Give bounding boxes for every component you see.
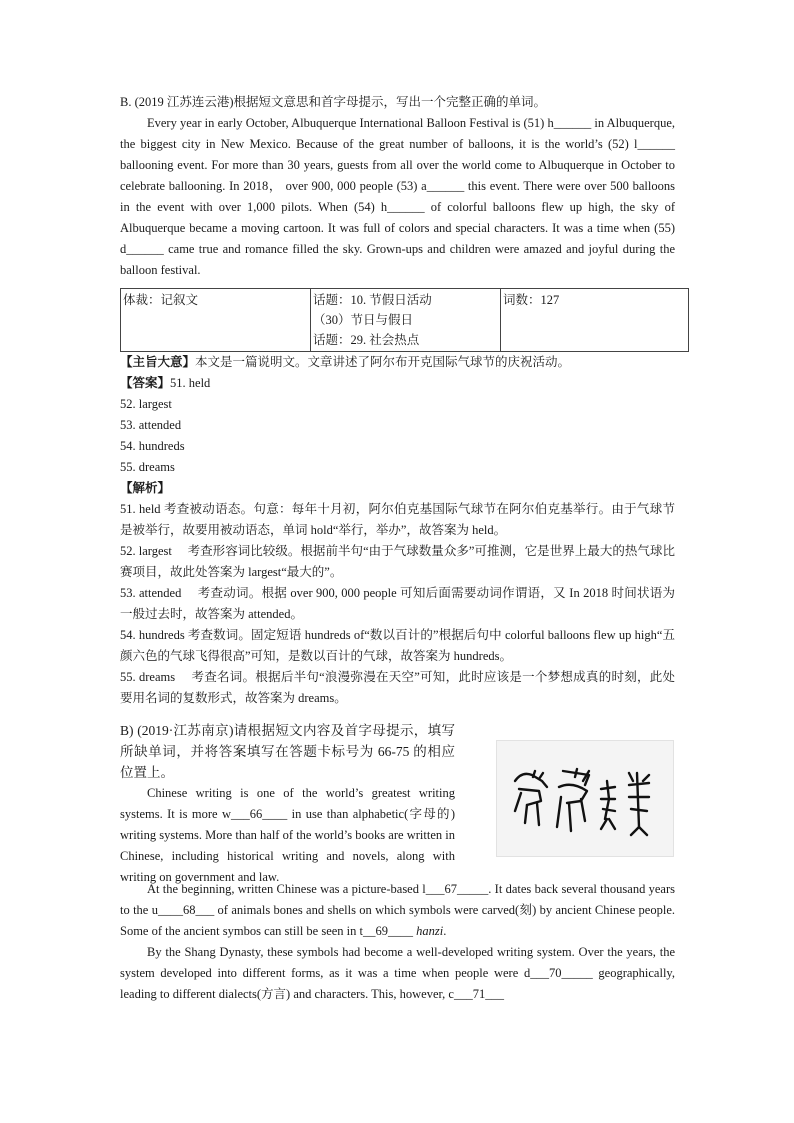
passage-b2-para2 bbox=[120, 879, 675, 942]
answer-item: 52. largest bbox=[120, 397, 172, 411]
oracle-bone-characters-image bbox=[496, 740, 674, 857]
passage-b1-heading: B. (2019 江苏连云港)根据短文意思和首字母提示，写出一个完整正确的单词。 bbox=[120, 95, 547, 109]
analysis-item: 54. hundreds 考查数词。固定短语 hundreds of“数以百计的”根据后句中 colorful balloons flew up high“五颜六色的气球飞得很高”可知，是数以百计的气球，故答案为 hundreds。 bbox=[120, 628, 675, 663]
analysis-item: 55. dreams 考查名词。根据后半句“浪漫弥漫在天空”可知，此时应该是一个梦想成真的时刻，此处要用名词的复数形式，故答案为 dreams。 bbox=[120, 670, 675, 705]
passage-b2-continued bbox=[120, 879, 675, 1005]
passage-b2-para3: By the Shang Dynasty, these symbols had become a well-developed writing system. Over the years, the system developed into different forms, as it was a time when people were d___70_____ geographically, leading to different dialects(方言) and characters. This, however, c___71___ bbox=[120, 945, 675, 1001]
analysis-item: 52. largest 考查形容词比较级。根据前半句“由于气球数量众多”可推测，它是世界上最大的热气球比赛项目，故此处答案为 largest“最大的”。 bbox=[120, 544, 675, 579]
oracle-bone-glyphs-icon bbox=[497, 741, 673, 856]
genre-cell bbox=[121, 289, 311, 352]
analysis-item: 51. held 考查被动语态。句意：每年十月初，阿尔伯克基国际气球节在阿尔伯克基举行。由于气球节是被举行，故要用被动语态，单词 hold“举行，举办”，故答案为 held。 bbox=[120, 502, 675, 537]
para2-text: At the beginning, written Chinese was a picture-based l___67_____. It dates back several thousand years to the u____68___ of animals bones and shells on which symbols were carved(刻) by ancient Chinese people. Some of the ancient symbos can still be seen in t__69____ bbox=[120, 882, 675, 938]
summary-label: 【主旨大意】 bbox=[120, 355, 196, 369]
summary-text: 本文是一篇说明文。文章讲述了阿尔布开克国际气球节的庆祝活动。 bbox=[195, 355, 571, 369]
answer-item: 51. held bbox=[170, 376, 211, 390]
answer-item: 54. hundreds bbox=[120, 439, 185, 453]
passage-b2-para1: Chinese writing is one of the world’s greatest writing systems. It is more w___66____ in use than alphabetic(字母的) writing systems. More than half of the world’s books are written in Chinese, including historical writing and novels, along with writing on government and law. bbox=[120, 786, 455, 884]
answer-item: 55. dreams bbox=[120, 460, 175, 474]
document-page bbox=[120, 92, 675, 1001]
answer-item: 53. attended bbox=[120, 418, 182, 432]
topic-line-2: （30）节日与假日 bbox=[313, 313, 414, 327]
passage-b2-heading: B) (2019·江苏南京)请根据短文内容及首字母提示，填写所缺单词，并将答案填写在答题卡标号为 66-75 的相应位置上。 bbox=[120, 723, 455, 780]
passage-b1-body: Every year in early October, Albuquerque International Balloon Festival is (51) h______ in Albuquerque, the biggest city in New Mexico. Because of the great number of balloons, it is the world’s (52) l______ ballooning event. For more than 30 years, guests from all over the world come to Albuquerque in October to celebrate ballooning. In 2018， over 900, 000 people (53) a______ this event. There were over 500 balloons in the event with over 1,000 pilots. When (54) h______ of colorful balloons flew up high, the sky of Albuquerque became a moving cartoon. It was full of colors and special characters. It was a time when (55) d______ came true and romance filled the sky. Grown-ups and children were amazed and joyful during the balloon festival. bbox=[120, 116, 675, 277]
info-table bbox=[120, 288, 689, 352]
hanzi-term: hanzi bbox=[416, 924, 444, 938]
para2-end: . bbox=[443, 924, 447, 938]
summary bbox=[120, 352, 675, 373]
answer-51 bbox=[120, 373, 675, 394]
answers-label: 【答案】 bbox=[120, 376, 171, 390]
word-count-text: 词数：127 bbox=[503, 293, 560, 307]
word-count-cell bbox=[501, 289, 689, 352]
analysis-label: 【解析】 bbox=[120, 481, 171, 495]
genre-text: 体裁：记叙文 bbox=[123, 293, 199, 307]
topic-line-3: 话题：29. 社会热点 bbox=[313, 333, 420, 347]
passage-b2-left-column bbox=[120, 720, 455, 888]
topic-line-1: 话题：10. 节假日活动 bbox=[313, 293, 432, 307]
topic-cell bbox=[311, 289, 501, 352]
analysis-item: 53. attended 考查动词。根据 over 900, 000 people 可知后面需要动词作谓语，又 In 2018 时间状语为一般过去时，故答案为 attended。 bbox=[120, 586, 675, 621]
